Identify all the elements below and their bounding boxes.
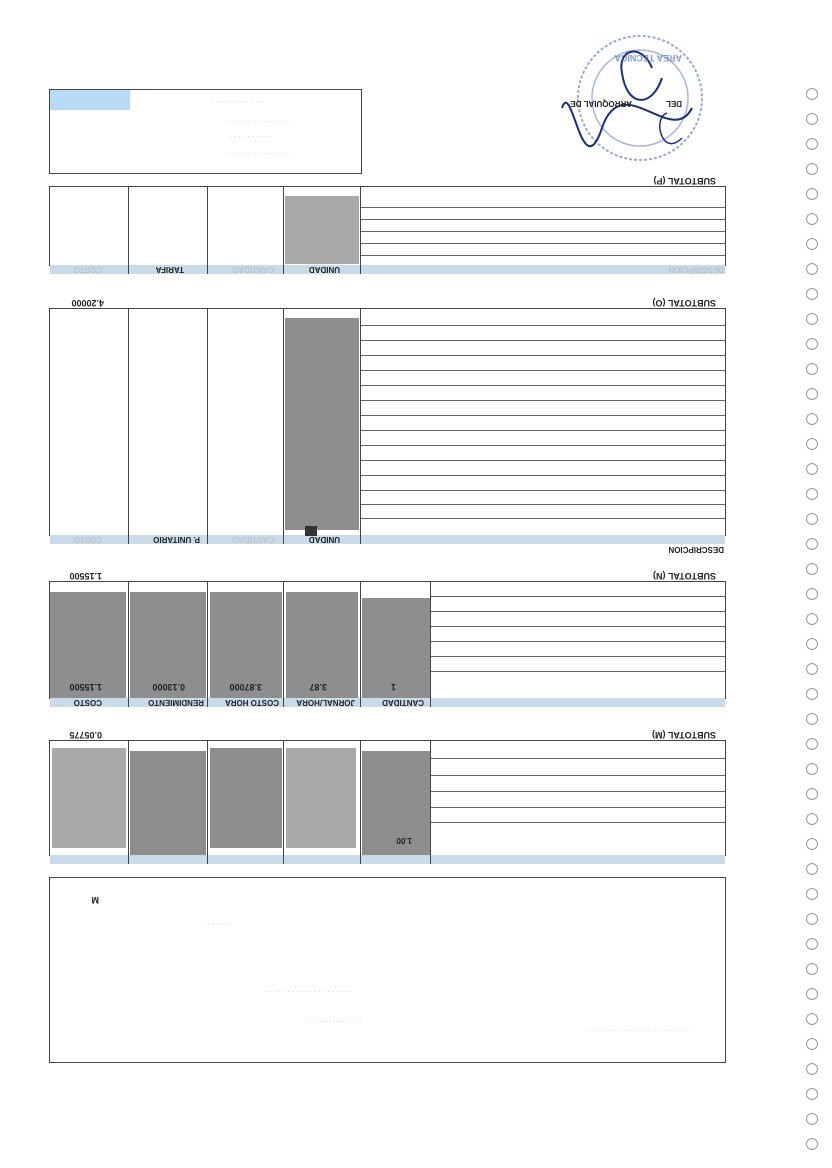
row-costo-hora: 3.87000 bbox=[229, 682, 262, 692]
row-costo: 1.15500 bbox=[69, 682, 102, 692]
section-m-subtotal-value: 0.05775 bbox=[69, 730, 102, 740]
section-p-header bbox=[50, 265, 725, 274]
stamp-label-1: ARROQUIAL DE bbox=[570, 99, 632, 108]
section-o-header bbox=[50, 535, 725, 544]
info-text: . . . . . . . . . . . . . . . bbox=[227, 151, 292, 160]
section-o-subtotal-value: 4.20000 bbox=[71, 298, 104, 308]
col-cantidad: CANTIDAD bbox=[232, 535, 274, 544]
redacted-block bbox=[286, 748, 356, 848]
col-p-unitario: P. UNITARIO bbox=[153, 535, 200, 544]
info-text: . . . . . . . . . . . . . . . . . . . . . . . . bbox=[587, 1028, 692, 1037]
col-costo-hora: COSTO HORA bbox=[224, 698, 279, 707]
section-p-subtotal-label: SUBTOTAL (P) bbox=[653, 176, 716, 186]
col-unidad: UNIDAD bbox=[308, 265, 340, 274]
footer-letter-m: M bbox=[91, 895, 99, 905]
redacted-block bbox=[52, 748, 126, 848]
info-text: . . . . . . . . . . . . bbox=[210, 99, 262, 108]
info-text: . . . . . . . bbox=[203, 921, 232, 930]
col-descripcion: DESCRIPCION bbox=[668, 545, 724, 554]
col-descripcion: DESCRIPCION bbox=[668, 265, 724, 274]
row-rendimiento: 0.13000 bbox=[152, 682, 185, 692]
row-jornal-hora: 3.87 bbox=[309, 682, 327, 692]
col-costo: COSTO bbox=[73, 698, 102, 707]
info-text: . . . . . . . . . . . . . bbox=[306, 1019, 362, 1028]
redacted-block bbox=[362, 598, 430, 698]
info-text: . . . . . . . . . . bbox=[229, 134, 272, 143]
col-cantidad: CANTIDAD bbox=[382, 698, 424, 707]
section-m-header bbox=[50, 855, 725, 864]
col-costo: COSTO bbox=[73, 535, 102, 544]
section-m-subtotal-label: SUBTOTAL (M) bbox=[652, 730, 716, 740]
col-tarifa: TARIFA bbox=[155, 265, 184, 274]
col-cantidad: CANTIDAD bbox=[232, 265, 274, 274]
info-text: . . . . . . . . . . . . . . . bbox=[227, 119, 292, 128]
section-o-subtotal-label: SUBTOTAL (O) bbox=[652, 298, 716, 308]
info-text: . . . . . . . . . . . . . . . . . . . . bbox=[265, 989, 352, 998]
highlight-bar bbox=[50, 90, 130, 110]
section-m-row-value: 1.00 bbox=[396, 836, 412, 845]
official-stamp bbox=[552, 18, 722, 168]
section-n-subtotal-label: SUBTOTAL (N) bbox=[653, 571, 716, 581]
redacted-block bbox=[285, 318, 359, 530]
col-jornal-hora: JORNAL/HORA bbox=[296, 698, 355, 707]
stamp-ring-text: AREA TECNICA bbox=[614, 53, 682, 63]
redacted-block bbox=[210, 748, 282, 848]
section-o-table bbox=[49, 308, 726, 536]
redacted-block bbox=[285, 196, 359, 264]
col-rendimiento: RENDIMIENTO bbox=[148, 698, 204, 707]
redacted-block bbox=[130, 751, 206, 855]
section-n-subtotal-value: 1.15500 bbox=[69, 571, 102, 581]
section-p-table bbox=[49, 186, 726, 266]
row-cantidad: 1 bbox=[390, 682, 396, 692]
col-unidad: UNIDAD bbox=[308, 535, 340, 544]
col-costo: COSTO bbox=[73, 265, 102, 274]
stamp-label-2: DEL bbox=[666, 99, 682, 108]
